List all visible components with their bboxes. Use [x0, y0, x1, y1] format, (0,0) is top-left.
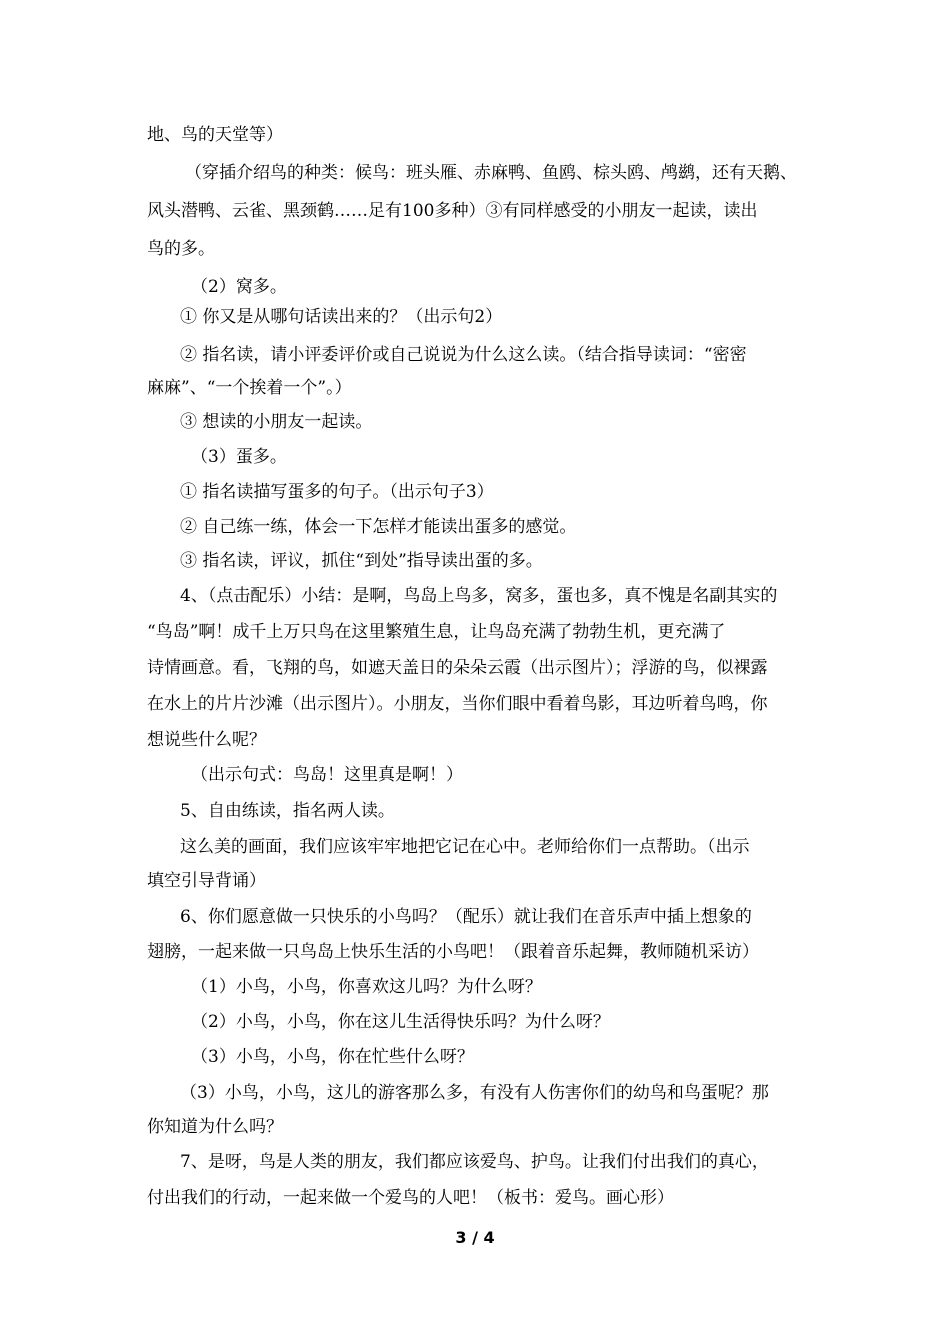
text-line: 5、自由练读，指名两人读。	[180, 801, 395, 821]
text-line: 付出我们的行动，一起来做一个爱鸟的人吧！（板书：爱鸟。画心形）	[147, 1188, 674, 1208]
text-line: 在水上的片片沙滩（出示图片）。小朋友，当你们眼中看着鸟影，耳边听着鸟鸣，你	[147, 694, 768, 714]
text-line: （穿插介绍鸟的种类：候鸟：班头雁、赤麻鸭、鱼鸥、棕头鸥、鸬鹚，还有天鹅、	[185, 163, 797, 183]
text-line: （3）蛋多。	[191, 447, 287, 467]
text-line: 填空引导背诵）	[147, 871, 266, 891]
text-line: “鸟岛”啊！成千上万只鸟在这里繁殖生息，让鸟岛充满了勃勃生机，更充满了	[147, 622, 726, 642]
text-line: （出示句式：鸟岛！这里真是啊！）	[191, 765, 463, 785]
text-line: 鸟的多。	[147, 239, 215, 259]
text-line: 地、鸟的天堂等）	[147, 125, 283, 145]
text-line: （3）小鸟，小鸟，这儿的游客那么多，有没有人伤害你们的幼鸟和鸟蛋呢？那	[180, 1083, 769, 1103]
text-line: ① 你又是从哪句话读出来的？（出示句2）	[180, 307, 503, 327]
text-line: 4、（点击配乐）小结：是啊，鸟岛上鸟多，窝多，蛋也多，真不愧是名副其实的	[180, 586, 778, 606]
text-line: 麻麻”、“一个挨着一个”。）	[147, 378, 352, 398]
text-line: （2）小鸟，小鸟，你在这儿生活得快乐吗？为什么呀？	[191, 1012, 610, 1032]
text-line: 6、你们愿意做一只快乐的小鸟吗？（配乐）就让我们在音乐声中插上想象的	[180, 907, 752, 927]
text-line: 翅膀，一起来做一只鸟岛上快乐生活的小鸟吧！（跟着音乐起舞，教师随机采访）	[147, 942, 759, 962]
text-line: 风头潜鸭、云雀、黑颈鹤……足有100多种）③有同样感受的小朋友一起读，读出	[147, 201, 758, 221]
text-line: ① 指名读描写蛋多的句子。（出示句子3）	[180, 482, 494, 502]
text-line: （3）小鸟，小鸟，你在忙些什么呀？	[191, 1047, 474, 1067]
page-number: 3 / 4	[455, 1228, 495, 1247]
text-line: 7、是呀，鸟是人类的朋友，我们都应该爱鸟、护鸟。让我们付出我们的真心，	[180, 1152, 769, 1172]
text-line: 你知道为什么吗？	[147, 1117, 283, 1137]
text-line: 诗情画意。看，飞翔的鸟，如遮天盖日的朵朵云霞（出示图片）；浮游的鸟，似裸露	[147, 658, 768, 678]
text-line: ③ 指名读，评议，抓住“到处”指导读出蛋的多。	[180, 551, 543, 571]
text-line: 想说些什么呢？	[147, 730, 266, 750]
text-line: ② 自己练一练，体会一下怎样才能读出蛋多的感觉。	[180, 517, 577, 537]
text-line: （2）窝多。	[191, 277, 287, 297]
text-line: （1）小鸟，小鸟，你喜欢这儿吗？为什么呀？	[191, 977, 542, 997]
text-line: ② 指名读，请小评委评价或自己说说为什么这么读。（结合指导读词：“密密	[180, 345, 747, 365]
text-line: ③ 想读的小朋友一起读。	[180, 412, 373, 432]
text-line: 这么美的画面，我们应该牢牢地把它记在心中。老师给你们一点帮助。（出示	[180, 837, 750, 857]
